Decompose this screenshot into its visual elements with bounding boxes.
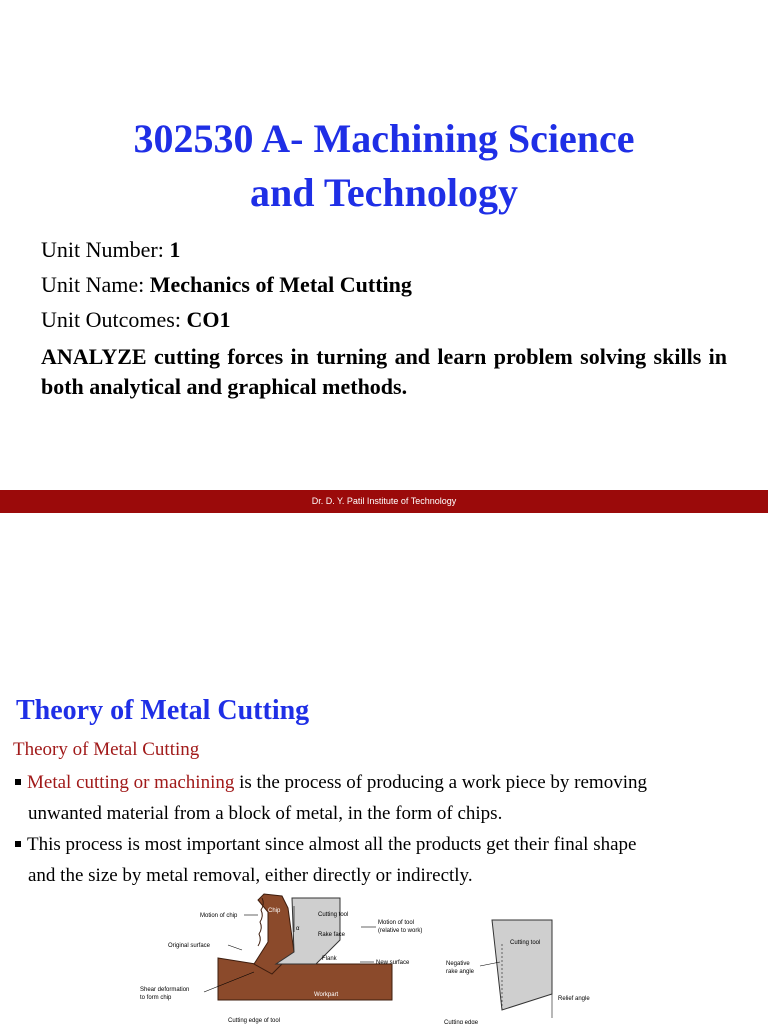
- label-rake-face: Rake face: [318, 932, 346, 938]
- label-relative-to-work: (relative to work): [378, 928, 423, 934]
- bullet1-text-a: is the process of producing a work piece by removing: [234, 772, 647, 793]
- unit-outcomes-line: [41, 306, 230, 334]
- bullet-square-icon: [15, 841, 21, 847]
- orthogonal-cutting-diagram: [136, 892, 423, 1024]
- label-tool-cutting-tool: Cutting tool: [510, 940, 541, 946]
- unit-outcomes-value: CO1: [186, 307, 231, 332]
- course-title: [0, 112, 768, 220]
- unit-outcomes-label: Unit Outcomes:: [41, 307, 181, 332]
- bullet2-text-b: and the size by metal removal, either directly or indirectly.: [28, 865, 473, 886]
- course-title-line1: 302530 A- Machining Science: [133, 116, 635, 161]
- unit-number-line: [41, 236, 180, 264]
- title-slide: [0, 0, 768, 490]
- label-cutting-tool: Cutting tool: [318, 912, 349, 918]
- label-rake-angle: rake angle: [446, 969, 475, 975]
- bullet-square-icon: [15, 779, 21, 785]
- course-title-line2: and Technology: [250, 170, 518, 215]
- unit-name-value: Mechanics of Metal Cutting: [149, 272, 412, 297]
- bullet2-text-a: This process is most important since almost all the products get their final shape: [27, 834, 637, 855]
- slide-subtitle: Theory of Metal Cutting: [13, 739, 200, 760]
- label-to-form-chip: to form chip: [140, 995, 172, 1001]
- slide-title: Theory of Metal Cutting: [16, 695, 310, 726]
- label-workpart: Workpart: [314, 992, 339, 998]
- label-chip: Chip: [268, 908, 281, 914]
- label-original-surface: Original surface: [168, 943, 211, 949]
- unit-name-label: Unit Name:: [41, 272, 145, 297]
- label-relief-angle: Relief angle: [558, 996, 590, 1002]
- label-motion-of-chip: Motion of chip: [200, 913, 238, 919]
- tool-profile-shape: [492, 920, 552, 1010]
- label-cutting-edge-of-tool: Cutting edge of tool: [228, 1018, 281, 1024]
- tool-angles-diagram: [440, 912, 610, 1024]
- label-new-surface: New surface: [376, 960, 410, 966]
- bullet-item-1: [13, 767, 750, 829]
- label-tool-cutting-edge: Cutting edge: [444, 1020, 479, 1024]
- bullet1-text-b: unwanted material from a block of metal, in the form of chips.: [28, 803, 503, 824]
- bullet1-highlight: Metal cutting or machining: [27, 772, 235, 793]
- leader-original-surface: [228, 945, 242, 950]
- footer-text: Dr. D. Y. Patil Institute of Technology: [311, 496, 457, 506]
- footer-bar: [0, 490, 768, 513]
- label-negative: Negative: [446, 961, 470, 967]
- bullet-item-2: [13, 829, 750, 891]
- unit-number-label: Unit Number:: [41, 237, 164, 262]
- unit-name-line: [41, 271, 412, 299]
- label-shear-deformation: Shear deformation: [140, 987, 190, 993]
- unit-number-value: 1: [169, 237, 181, 262]
- label-flank: Flank: [322, 956, 337, 962]
- outcome-statement: ANALYZE cutting forces in turning and learn problem solving skills in both analytical and graphical methods.: [41, 344, 727, 399]
- label-alpha: α: [296, 926, 300, 932]
- label-motion-of-tool: Motion of tool: [378, 920, 415, 926]
